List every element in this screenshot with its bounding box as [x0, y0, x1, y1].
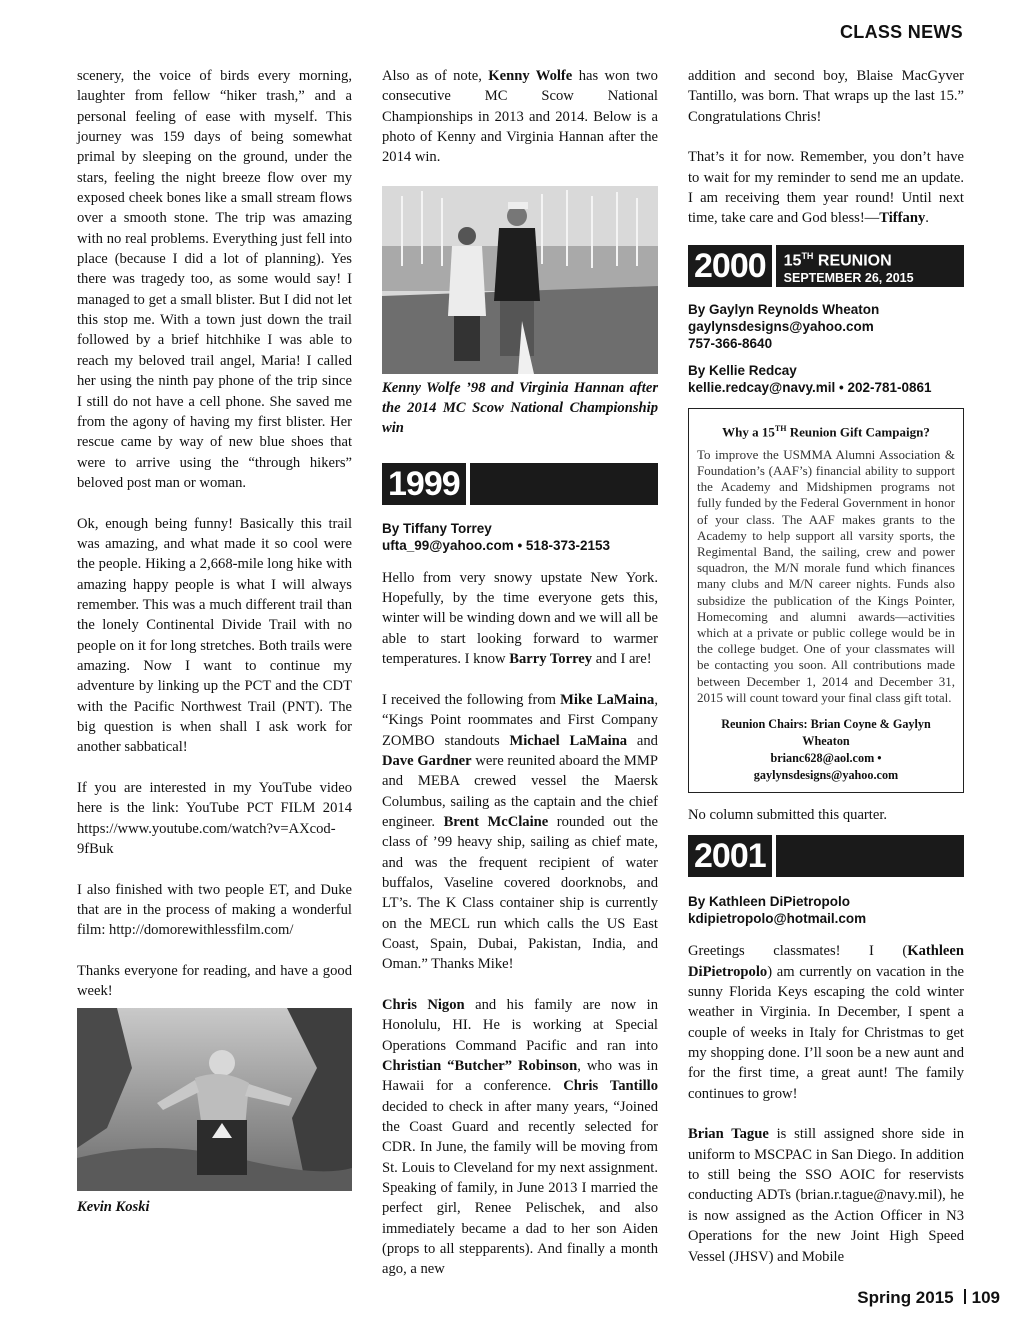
text: and I are! [592, 651, 652, 668]
text: TH [774, 424, 787, 434]
class-year-2000: 2000 [688, 245, 772, 287]
section-header: CLASS NEWS [839, 22, 963, 42]
text: were reunited aboard the MMP and MEBA crewed vessel the Maersk Columbus, sailing as the captain and the chief engineer. [382, 752, 658, 830]
kevin-koski-photo [77, 1008, 352, 1191]
contact-info: ufta_99@yahoo.com • 518-373-2153 [382, 537, 610, 553]
paragraph: scenery, the voice of birds every morning, laughter from fellow “hiker trash,” and a personal feeling of ease with myself. This journey was 159 days of being somewhat primal by sleeping on the ground, under the stars, feeling the night breeze flow over my exposed cheek bones like a small stream flows over a smooth stone. The trip was amazing with no real problems. Everything just fell into place (because I did a lot of planning). Yes there was tragedy too, as some would say! I managed to get a small blister. But I did not let this stop me. With a town just down the trail followed by a brief hitchhike I was able to reach my beloved trail angel, Maria! I called her using the ninth pay phone of the trip since I still do not have a cell phone. She saved me from the agony of having my first blister. Her rescue came by way of new blue shoes that were to arrive using the “through hikers” beloved post man or woman. [77, 68, 352, 491]
photo-caption: Kevin Koski [77, 1198, 150, 1215]
class-2001-header [688, 835, 964, 877]
classmate-name: Christian “Butcher” Robinson [382, 1058, 578, 1074]
column-3 [688, 66, 964, 1287]
paragraph [382, 690, 658, 975]
contact-info: kellie.redcay@navy.mil • 202-781-0861 [688, 380, 932, 396]
text: rounded out the class of ’99 heavy ship, sailing as chief mate, and was the frequent recipient of water buffalos, Vaseline covered doorknobs, and LT’s. The K Class container ship is currently on the MECL run which calls the US East Coast, Spain, Dubai, Pakistan, India, and Oman.” Thanks Mike! [382, 813, 659, 973]
classmate-name: Tiffany [879, 210, 926, 227]
text: That’s it for now. Remember, you don’t have to wait for my reminder to send me an update. I am receiving them year round! Until next time, take care and God bless!— [688, 149, 964, 227]
text: Hello from very snowy upstate New York. Hopefully, by the time everyone gets this, winter will be winding down and we will all be able to start looking forward to warmer temperatures. I know [382, 569, 659, 668]
reunion-suffix: TH [801, 251, 814, 262]
byline: By Kathleen DiPietropolo [688, 894, 851, 910]
classmate-name: Barry Torrey [509, 651, 593, 668]
reunion-banner [776, 245, 964, 287]
text: is still assigned shore side in uniform to MSCPAC in San Diego. In addition to still being the SSO AOIC for reservists conducting ADTs (brian.r.tague@navy.mil), he is now assigned as the Action Officer in N3 Operations for the new Joint High Speed Vessel (JHSV) and Mobile [688, 1126, 964, 1265]
classmate-name: Mike LaMaina [560, 691, 655, 708]
text: has won two consecutive MC Scow National Championships in 2013 and 2014. Below is a photo of Kenny and Virginia Hannan after the 2014 win. [382, 68, 658, 166]
paragraph [688, 1124, 964, 1266]
classmate-name: Michael LaMaina [509, 732, 628, 749]
paragraph [382, 568, 658, 670]
reunion-number: 15 [783, 252, 802, 270]
text: and his family are now in Honolulu, HI. He is working at Special Operations Command Pacific and ran into [382, 996, 658, 1054]
reunion-label: REUNION [817, 252, 892, 270]
callout-body: To improve the USMMA Alumni Association & Foundation’s (AAF’s) financial ability to support the Academy and Midshipmen programs not fully funded by the Federal Government in honor of your class. The AAF makes grants to the Academy to help support all varsity sports, the Regimental Band, the sailing, crew and power squadron, the M/N morale fund which finances many clubs and M/N career nights. Funds also subsidize the publication of the Kings Pointer, Homecoming and alumni awards—activities which at a private or public college would be in the college budget. One of your classmates will be contacting you soon. All contributions made between December 1, 2014 and December 31, 2015 will count toward your final class gift total. [697, 446, 955, 705]
classmate-name: Dave Gardner [382, 752, 472, 769]
page-number: 109 [971, 1288, 1000, 1307]
text: , who was in Hawaii for a conference. [382, 1058, 659, 1095]
reunion-chairs: Reunion Chairs: Brian Coyne & Gaylyn Wheaton [721, 717, 931, 749]
class-year-1999: 1999 [382, 463, 466, 505]
paragraph: Thanks everyone for reading, and have a good week! [77, 963, 352, 1000]
class-1999-header [382, 463, 658, 505]
classmate-name: Kathleen DiPietropolo [688, 943, 964, 980]
classmate-name: Chris Nigon [382, 996, 465, 1013]
text: I received the following from [382, 691, 561, 708]
contact-info: kdipietropolo@hotmail.com [688, 911, 867, 927]
year-bar-fill [776, 835, 964, 877]
gift-campaign-callout [688, 408, 964, 793]
paragraph: I also finished with two people ET, and Duke that are in the process of making a wonderful film: http://domorewithlessfilm.com/ [77, 881, 352, 939]
classmate-name: Brian Tague [688, 1126, 769, 1143]
contact-phone: 757-366-8640 [688, 336, 773, 352]
no-column-note: No column submitted this quarter. [688, 807, 888, 824]
text: ) am currently on vacation in the sunny Florida Keys escaping the cold winter weather in Virginia. In December, I spent a couple of weeks in Italy for Christmas to get my shopping done. I’ll soon be a new aunt and for the first time, a great aunt! The family continues to grow! [688, 963, 964, 1102]
text: , “Kings Point roommates and First Company ZOMBO standouts [382, 691, 658, 749]
classmate-name: Chris Tantillo [563, 1078, 658, 1095]
column-1 [77, 66, 352, 1217]
year-bar-fill [470, 463, 658, 505]
sailing-photo-illustration [382, 186, 658, 374]
hiker-photo-illustration [77, 1008, 352, 1191]
footer-divider [964, 1289, 966, 1304]
issue-label: Spring 2015 [857, 1288, 954, 1307]
byline: By Kellie Redcay [688, 363, 797, 379]
byline: By Gaylyn Reynolds Wheaton [688, 302, 880, 318]
reunion-chairs-emails: brianc628@aol.com • gaylynsdesigns@yahoo.com [753, 751, 899, 783]
text: decided to check in after many years, “Joined the Coast Guard and recently selected for CDR. In June, the family will be moving from St. Louis to Cleveland for my next assignment. Speaking of family, in June 2013 I married the perfect girl, Renee Pelischek, and also immediately became a dad to her son Aiden (props to all stepparents). And finally a month ago, a new [382, 1098, 658, 1278]
kenny-wolfe-photo [382, 186, 658, 374]
photo-caption: Kenny Wolfe ’98 and Virginia Hannan after the 2014 MC Scow National Championship win [382, 379, 658, 437]
column-2 [382, 66, 658, 1300]
text: . [925, 210, 929, 227]
callout-title [697, 419, 955, 443]
reunion-date: SEPTEMBER 26, 2015 [783, 271, 914, 286]
paragraph [382, 66, 658, 168]
paragraph [382, 995, 658, 1280]
paragraph: If you are interested in my YouTube video here is the link: YouTube PCT FILM 2014 https://www.youtube.com/watch?v=AXcod-9fBuk [77, 780, 352, 858]
paragraph [688, 941, 964, 1104]
text: and [627, 732, 658, 749]
paragraph [688, 147, 964, 228]
text: Greetings classmates! I ( [688, 943, 908, 960]
classmate-name: Brent McClaine [443, 813, 549, 830]
text: Also as of note, [382, 68, 489, 84]
page-footer [857, 1288, 1000, 1308]
paragraph: addition and second boy, Blaise MacGyver Tantillo, was born. That wraps up the last 15.” Congratulations Chris! [688, 68, 964, 125]
class-2000-header [688, 245, 964, 287]
classmate-name: Kenny Wolfe [488, 68, 573, 84]
text: Why a 15 [722, 424, 775, 440]
text: Reunion Gift Campaign? [786, 424, 930, 440]
paragraph: Ok, enough being funny! Basically this trail was amazing, and what made it so cool were the people. Hiking a 2,668-mile long hike with amazing happy people is what I will always remember. This was a much different trail than the lonely Continental Divide Trail with no people on it for long stretches. Both trails were amazing. Now I want to continue my adventure by linking up the PCT and the CDT with the Pacific Northwest Trail (PNT). The big question is when shall I ask work for another sabbatical! [77, 515, 352, 756]
contact-info: gaylynsdesigns@yahoo.com [688, 319, 874, 335]
class-year-2001: 2001 [688, 835, 772, 877]
byline: By Tiffany Torrey [382, 520, 492, 536]
